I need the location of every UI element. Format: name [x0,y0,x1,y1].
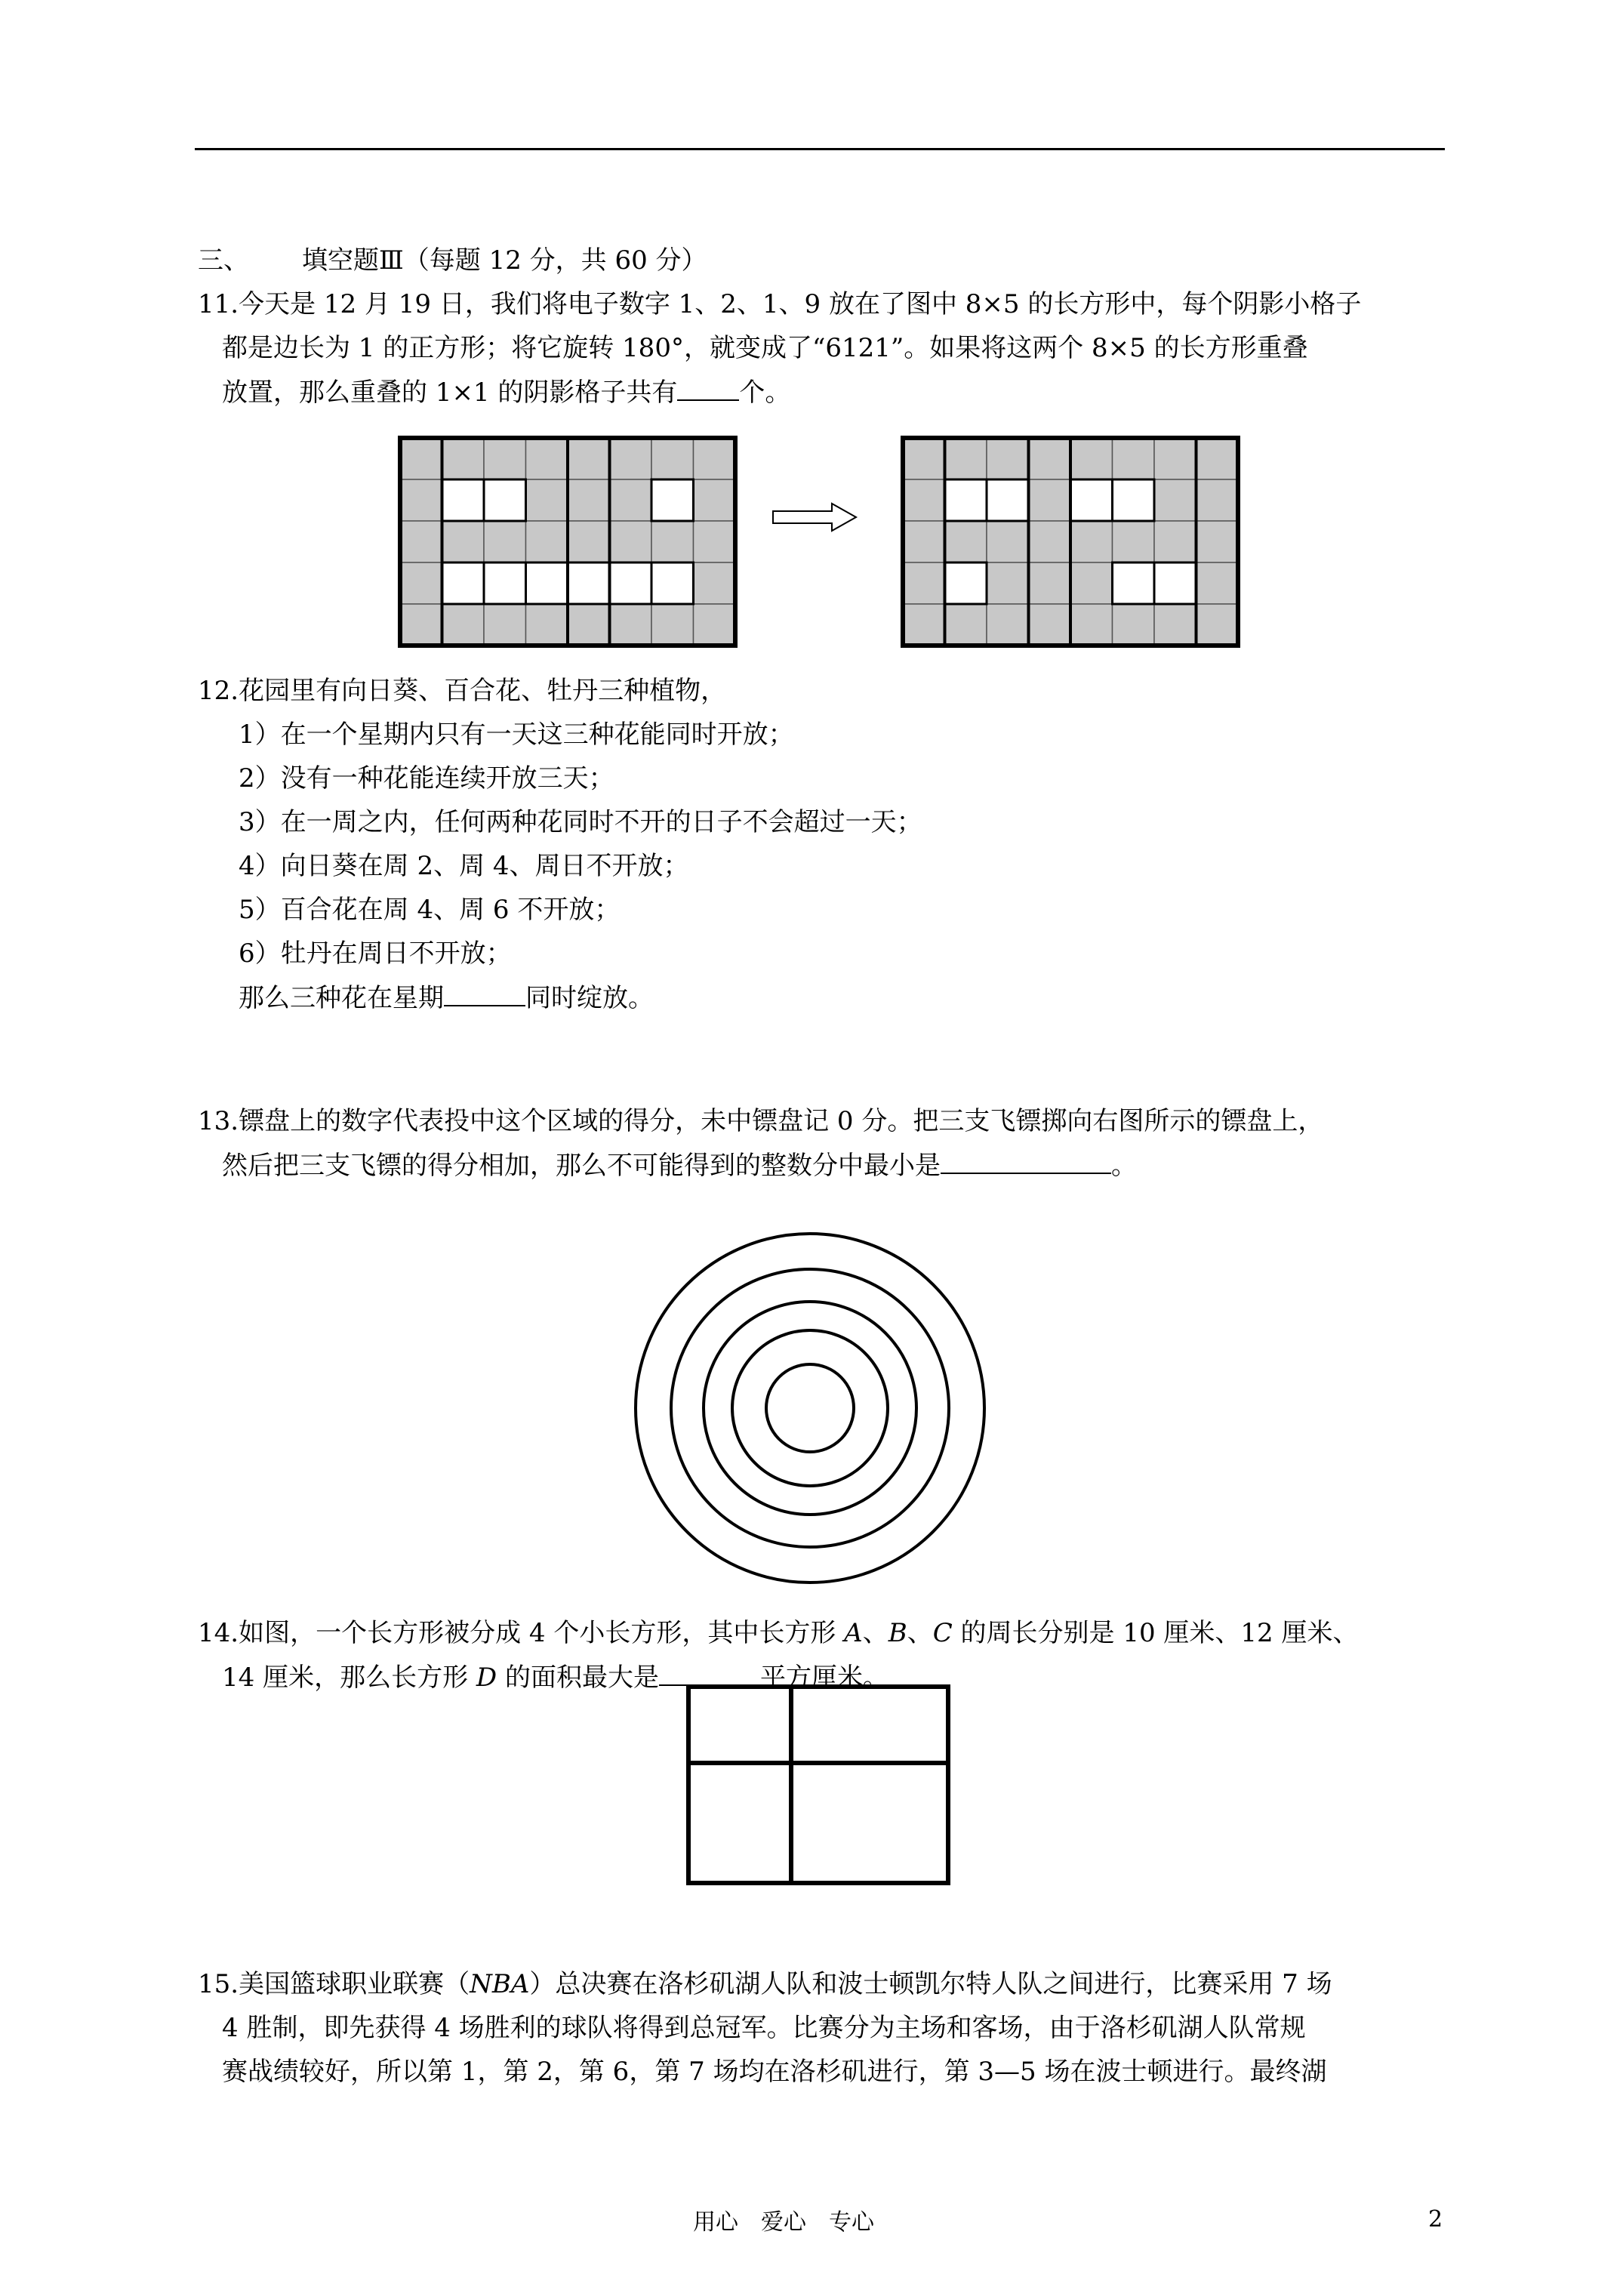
grid-cell-shaded [1029,604,1071,646]
q14-label-d: D [476,1663,497,1693]
grid-cell-shaded [610,479,652,521]
footer-motto: 用心 爱心 专心 [693,2209,874,2236]
q14-label-b: B [888,1618,907,1648]
dartboard-ring-2 [732,1330,888,1486]
q11-line-3 [222,377,790,408]
grid-cell-shaded [694,521,736,562]
q11-line-2: 都是边长为 1 的正方形；将它旋转 180°，就变成了“6121”。如果将这两个 8×5 的长方形重叠 [222,333,1308,363]
grid-cell-shaded [442,438,485,479]
grid-cell-white [945,562,987,604]
q14-sep-1: 、 [862,1618,888,1648]
q11-unit: 个。 [739,378,791,408]
grid-cell-shaded [1154,438,1196,479]
grid-cell-shaded [1196,604,1239,646]
grid-cell-shaded [484,521,526,562]
q13-line-1: 13.镖盘上的数字代表投中这个区域的得分，未中镖盘记 0 分。把三支飞镖掷向右图所示的镖盘上， [198,1106,1324,1136]
grid-cell-white [651,479,694,521]
grid-cell-shaded [484,438,526,479]
grid-cell-shaded [400,438,442,479]
grid-cell-shaded [945,604,987,646]
grid-cell-white [1154,562,1196,604]
q15-text-a: 15.美国篮球职业联赛（ [198,1969,470,1999]
q11-figure-1219 [397,435,737,646]
grid-cell-shaded [694,438,736,479]
q12-question-after: 同时绽放。 [525,983,654,1013]
q12-item-6: 6）牡丹在周日不开放； [239,938,512,969]
q13-end: 。 [1111,1151,1137,1181]
grid-cell-white [651,562,694,604]
grid-cell-shaded [568,479,610,521]
q12-intro: 12.花园里有向日葵、百合花、牡丹三种植物， [198,676,727,706]
grid-cell-shaded [526,438,568,479]
grid-cell-white [568,562,610,604]
grid-cell-shaded [945,438,987,479]
q12-item-4: 4）向日葵在周 2、周 4、周日不开放； [239,851,689,881]
q11-line-1: 11.今天是 12 月 19 日，我们将电子数字 1、2、1、9 放在了图中 8×5 的长方形中，每个阴影小格子 [198,289,1362,319]
q12-item-3: 3）在一周之内，任何两种花同时不开的日子不会超过一天； [239,807,922,837]
q12-item-1: 1）在一个星期内只有一天这三种花能同时开放； [239,720,794,750]
grid-cell-shaded [400,521,442,562]
grid-cell-shaded [1029,438,1071,479]
header-rule [195,148,1445,150]
q11-question: 放置，那么重叠的 1×1 的阴影格子共有 [222,378,678,408]
q14-text-a: 14.如图，一个长方形被分成 4 个小长方形，其中长方形 [198,1618,845,1648]
grid-cell-shaded [987,604,1029,646]
grid-cell-shaded [400,604,442,646]
grid-cell-shaded [1154,604,1196,646]
grid-cell-white [526,562,568,604]
grid-cell-white [484,479,526,521]
grid-cell-white [442,562,485,604]
grid-cell-shaded [1029,562,1071,604]
grid-cell-shaded [526,521,568,562]
grid-cell-shaded [651,438,694,479]
grid-cell-shaded [1196,562,1239,604]
grid-cell-shaded [694,604,736,646]
grid-cell-shaded [1070,604,1113,646]
grid-cell-shaded [526,604,568,646]
page-number: 2 [1428,2206,1443,2233]
grid-cell-shaded [1154,521,1196,562]
grid-cell-shaded [568,604,610,646]
dartboard-ring-4 [671,1269,949,1547]
grid-cell-shaded [1113,438,1155,479]
grid-cell-shaded [442,521,485,562]
grid-cell-shaded [526,479,568,521]
grid-cell-white [610,562,652,604]
grid-cell-shaded [610,438,652,479]
grid-cell-shaded [1029,479,1071,521]
q15-line-2: 4 胜制，即先获得 4 场胜利的球队将得到总冠军。比赛分为主场和客场，由于洛杉矶湖人队常规 [222,2013,1306,2043]
q14-sep-2: 、 [907,1618,933,1648]
grid-cell-shaded [903,604,945,646]
grid-cell-white [1070,479,1113,521]
grid-cell-shaded [651,604,694,646]
q15-line-1 [198,1969,1332,1999]
grid-cell-shaded [1070,438,1113,479]
q14-text-d: 的面积最大是 [497,1663,659,1693]
grid-cell-shaded [568,521,610,562]
grid-cell-shaded [903,438,945,479]
grid-cell-shaded [1196,438,1239,479]
q12-answer-blank[interactable] [444,982,525,1006]
grid-cell-shaded [651,521,694,562]
q15-line-3: 赛战绩较好，所以第 1，第 2，第 6，第 7 场均在洛杉矶进行，第 3—5 场在波士顿进行。最终湖 [222,2057,1327,2087]
q14-line-1 [198,1618,1358,1648]
grid-cell-white [1113,562,1155,604]
section-title: 填空题Ⅲ（每题 12 分，共 60 分） [302,245,707,276]
grid-cell-shaded [694,562,736,604]
q15-nba: NBA [470,1969,530,1999]
grid-cell-shaded [903,479,945,521]
q12-question [239,982,654,1013]
q14-rectangle-figure [685,1684,954,1892]
dartboard-ring-1 [766,1364,854,1452]
q11-figure-6121 [900,435,1240,646]
grid-cell-shaded [1113,521,1155,562]
q12-item-2: 2）没有一种花能连续开放三天； [239,763,614,794]
q12-item-5: 5）百合花在周 4、周 6 不开放； [239,895,621,925]
grid-cell-shaded [484,604,526,646]
q12-question-before: 那么三种花在星期 [239,983,444,1013]
grid-cell-shaded [945,521,987,562]
grid-cell-shaded [400,562,442,604]
dartboard-ring-5 [636,1234,984,1583]
q14-text-c: 14 厘米，那么长方形 [222,1663,476,1693]
grid-cell-shaded [694,479,736,521]
grid-cell-shaded [610,604,652,646]
q11-answer-blank[interactable] [677,377,739,401]
grid-cell-shaded [903,521,945,562]
grid-cell-shaded [442,604,485,646]
grid-cell-white [945,479,987,521]
q14-text-e: 平方厘米。 [759,1663,888,1693]
grid-cell-shaded [987,562,1029,604]
grid-cell-white [1113,479,1155,521]
grid-cell-white [442,479,485,521]
section-heading [198,245,707,276]
q15-text-b: ）总决赛在洛杉矶湖人队和波士顿凯尔特人队之间进行，比赛采用 7 场 [529,1969,1332,1999]
q13-question: 然后把三支飞镖的得分相加，那么不可能得到的整数分中最小是 [222,1151,941,1181]
dartboard-ring-3 [704,1302,916,1515]
grid-cell-shaded [987,521,1029,562]
grid-cell-shaded [987,438,1029,479]
section-number: 三、 [198,245,249,276]
grid-cell-shaded [1113,604,1155,646]
q14-answer-blank[interactable] [659,1662,760,1686]
grid-cell-white [987,479,1029,521]
q14-text-b: 的周长分别是 10 厘米、12 厘米、 [952,1618,1359,1648]
grid-cell-shaded [1070,521,1113,562]
grid-cell-shaded [400,479,442,521]
grid-cell-shaded [1070,562,1113,604]
grid-cell-white [484,562,526,604]
grid-cell-shaded [1154,479,1196,521]
q13-answer-blank[interactable] [941,1150,1111,1174]
q14-label-a: A [844,1618,863,1648]
q14-label-c: C [932,1618,953,1648]
grid-cell-shaded [903,562,945,604]
q13-line-2 [222,1150,1137,1181]
grid-cell-shaded [1196,479,1239,521]
grid-cell-shaded [1029,521,1071,562]
grid-cell-shaded [610,521,652,562]
grid-cell-shaded [1196,521,1239,562]
grid-cell-shaded [568,438,610,479]
q13-dartboard [633,1231,987,1586]
q11-arrow-icon [771,501,859,533]
